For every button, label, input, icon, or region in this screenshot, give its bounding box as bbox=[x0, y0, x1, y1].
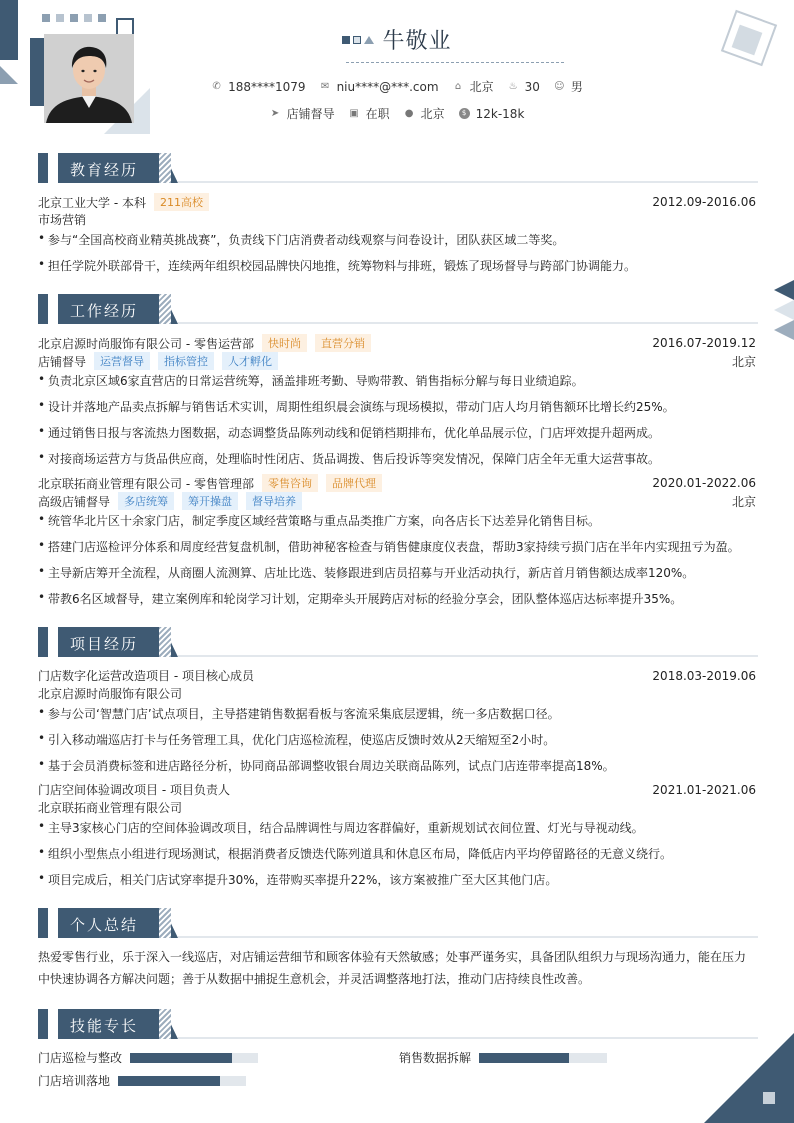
home-icon: ⌂ bbox=[454, 81, 462, 92]
list-item: • 带教6名区域督导，建立案例库和轮岗学习计划，定期牵头开展跨店对标的经验分享会，团队整体巡店达标率提升35%。 bbox=[38, 590, 756, 607]
list-item: • 对接商场运营方与货品供应商，处理临时性闭店、货品调拨、售后投诉等突发情况，保障门店全年无重大运营事故。 bbox=[38, 450, 756, 467]
name-header bbox=[0, 24, 794, 55]
status-value: 在职 bbox=[365, 107, 390, 121]
section-header-summary bbox=[38, 908, 758, 938]
job-entry-header bbox=[38, 474, 756, 492]
project-company-row bbox=[38, 799, 756, 816]
skill-item bbox=[399, 1049, 607, 1066]
city-value: 北京 bbox=[469, 80, 494, 94]
company-name: 北京启源时尚服饰有限公司 - 零售运营部 bbox=[38, 336, 254, 351]
skill-tag: 人才孵化 bbox=[222, 352, 278, 370]
job-period: 2016.07-2019.12 bbox=[652, 336, 756, 350]
job-period: 2020.01-2022.06 bbox=[652, 476, 756, 490]
skill-item bbox=[38, 1072, 246, 1089]
skill-level-bar bbox=[118, 1076, 246, 1086]
project-entry-header bbox=[38, 781, 756, 798]
bottom-right-square-decoration bbox=[763, 1092, 775, 1104]
job-position-row bbox=[38, 352, 756, 370]
project-name: 门店空间体验调改项目 - 项目负责人 bbox=[38, 783, 230, 797]
skill-level-bar bbox=[479, 1053, 607, 1063]
company-tag: 品牌代理 bbox=[326, 474, 382, 492]
job-entry-header bbox=[38, 334, 756, 352]
bottom-right-triangle-decoration bbox=[704, 1033, 794, 1123]
list-item: • 引入移动端巡店打卡与任务管理工具，优化门店巡检流程，使巡店反馈时效从2天缩短至2小时。 bbox=[38, 731, 756, 748]
skill-level-bar bbox=[130, 1053, 258, 1063]
briefcase-icon: ▣ bbox=[349, 108, 359, 119]
list-item: • 基于会员消费标签和进店路径分析，协同商品部调整收银台周边关联商品陈列，试点门店连带率提高18%。 bbox=[38, 757, 756, 774]
target-city-value: 北京 bbox=[420, 107, 445, 121]
job-position: 店铺督导 bbox=[38, 354, 87, 369]
contact-info-row bbox=[0, 78, 794, 95]
major: 市场营销 bbox=[38, 213, 87, 227]
skill-tag: 督导培养 bbox=[246, 492, 302, 510]
list-item: • 负责北京区域6家直营店的日常运营统筹，涵盖排班考勤、导购带教、销售指标分解与每日业绩追踪。 bbox=[38, 372, 756, 389]
list-item: • 通过销售日报与客流热力图数据，动态调整货品陈列动线和促销档期排布，优化单品展示位，门店坪效提升超两成。 bbox=[38, 424, 756, 441]
section-title: 个人总结 bbox=[70, 916, 139, 934]
education-period: 2012.09-2016.06 bbox=[652, 195, 756, 209]
job-city: 北京 bbox=[731, 494, 756, 509]
job-target-value: 店铺督导 bbox=[286, 107, 335, 121]
job-city: 北京 bbox=[731, 354, 756, 369]
school-tag: 211高校 bbox=[154, 193, 209, 211]
age-value: 30 bbox=[524, 79, 540, 94]
list-item: • 统管华北片区十余家门店，制定季度区域经营策略与重点品类推广方案，向各店长下达差异化销售目标。 bbox=[38, 512, 756, 529]
pixel-row-decoration bbox=[42, 14, 106, 22]
section-title: 教育经历 bbox=[70, 161, 139, 179]
gender-icon: ☺ bbox=[554, 81, 565, 92]
section-title: 工作经历 bbox=[70, 302, 139, 320]
list-item: • 搭建门店巡检评分体系和周度经营复盘机制，借助神秘客检查与销售健康度仪表盘，帮助3家持续亏损门店在半年内实现扭亏为盈。 bbox=[38, 538, 756, 555]
project-company-row bbox=[38, 685, 756, 702]
send-icon: ➤ bbox=[270, 108, 280, 119]
skill-tag: 筹开操盘 bbox=[182, 492, 238, 510]
section-header-work bbox=[38, 294, 758, 324]
cake-icon: ♨ bbox=[508, 81, 518, 92]
education-major-row bbox=[38, 211, 756, 228]
company-tag: 快时尚 bbox=[262, 334, 307, 352]
list-item: • 参与“全国高校商业精英挑战赛”，负责线下门店消费者动线观察与问卷设计，团队获区域二等奖。 bbox=[38, 231, 756, 248]
name-underline bbox=[346, 62, 564, 63]
skill-name: 门店巡检与整改 bbox=[38, 1051, 123, 1065]
candidate-name: 牛敬业 bbox=[382, 29, 452, 54]
project-company: 北京启源时尚服饰有限公司 bbox=[38, 687, 183, 701]
project-period: 2021.01-2021.06 bbox=[652, 782, 756, 797]
list-item: • 担任学院外联部骨干，连续两年组织校园品牌快闪地推，统筹物料与排班，锻炼了现场督导与跨部门协调能力。 bbox=[38, 257, 756, 274]
phone-icon: ✆ bbox=[212, 81, 221, 92]
skill-name: 门店培训落地 bbox=[38, 1074, 111, 1088]
company-name: 北京联拓商业管理有限公司 - 零售管理部 bbox=[38, 476, 254, 491]
school-name: 北京工业大学 - 本科 bbox=[38, 195, 146, 210]
email-icon: ✉ bbox=[320, 81, 330, 92]
name-decoration-icon bbox=[342, 36, 374, 44]
email-value: niu****@***.com bbox=[336, 79, 439, 94]
salary-value: 12k-18k bbox=[475, 106, 525, 121]
skill-tag: 多店统筹 bbox=[118, 492, 174, 510]
phone-value: 188****1079 bbox=[228, 79, 306, 94]
skill-tag: 运营督导 bbox=[94, 352, 150, 370]
job-position: 高级店铺督导 bbox=[38, 494, 111, 509]
list-item: • 参与公司‘智慧门店’试点项目，主导搭建销售数据看板与客流采集底层逻辑，统一多店数据口径。 bbox=[38, 705, 756, 722]
section-title: 项目经历 bbox=[70, 635, 139, 653]
project-period: 2018.03-2019.06 bbox=[652, 668, 756, 683]
job-position-row bbox=[38, 492, 756, 510]
list-item: • 设计并落地产品卖点拆解与销售话术实训，周期性组织晨会演练与现场模拟，带动门店人均月销售额环比增长约25%。 bbox=[38, 398, 756, 415]
company-tag: 直营分销 bbox=[315, 334, 371, 352]
company-tag: 零售咨询 bbox=[262, 474, 318, 492]
skill-item bbox=[38, 1049, 258, 1066]
section-header-skills bbox=[38, 1009, 758, 1039]
location-pin-icon: ● bbox=[404, 108, 414, 119]
list-item: • 项目完成后，相关门店试穿率提升30%，连带购买率提升22%，该方案被推广至大区其他门店。 bbox=[38, 871, 756, 888]
section-title: 技能专长 bbox=[70, 1017, 139, 1035]
education-entry-header bbox=[38, 193, 756, 211]
skill-name: 销售数据拆解 bbox=[399, 1051, 472, 1065]
section-header-projects bbox=[38, 627, 758, 657]
section-header-education bbox=[38, 153, 758, 183]
right-triangle-decoration bbox=[774, 320, 794, 340]
list-item: • 主导3家核心门店的空间体验调改项目，结合品牌调性与周边客群偏好，重新规划试衣间位置、灯光与导视动线。 bbox=[38, 819, 756, 836]
right-triangle-decoration bbox=[774, 300, 794, 320]
list-item: • 主导新店筹开全流程，从商圈人流测算、店址比选、装修跟进到店员招募与开业活动执行，新店首月销售额达成率120%。 bbox=[38, 564, 756, 581]
summary-text: 热爱零售行业，乐于深入一线巡店，对店铺运营细节和顾客体验有天然敏感；处事严谨务实，具备团队组织力与现场沟通力，能在压力中快速协调各方解决问题；善于从数据中捕捉生意机会，并灵活调整落地打法，推动门店持续良性改善。 bbox=[38, 950, 747, 986]
job-intent-row bbox=[0, 105, 794, 122]
project-company: 北京联拓商业管理有限公司 bbox=[38, 801, 183, 815]
gender-value: 男 bbox=[570, 80, 583, 94]
right-triangle-decoration bbox=[774, 280, 794, 300]
skill-tag: 指标管控 bbox=[158, 352, 214, 370]
project-name: 门店数字化运营改造项目 - 项目核心成员 bbox=[38, 669, 254, 683]
list-item: • 组织小型焦点小组进行现场测试，根据消费者反馈迭代陈列道具和休息区布局，降低店内平均停留路径的无意义绕行。 bbox=[38, 845, 756, 862]
money-icon: $ bbox=[459, 108, 470, 119]
project-entry-header bbox=[38, 667, 756, 684]
